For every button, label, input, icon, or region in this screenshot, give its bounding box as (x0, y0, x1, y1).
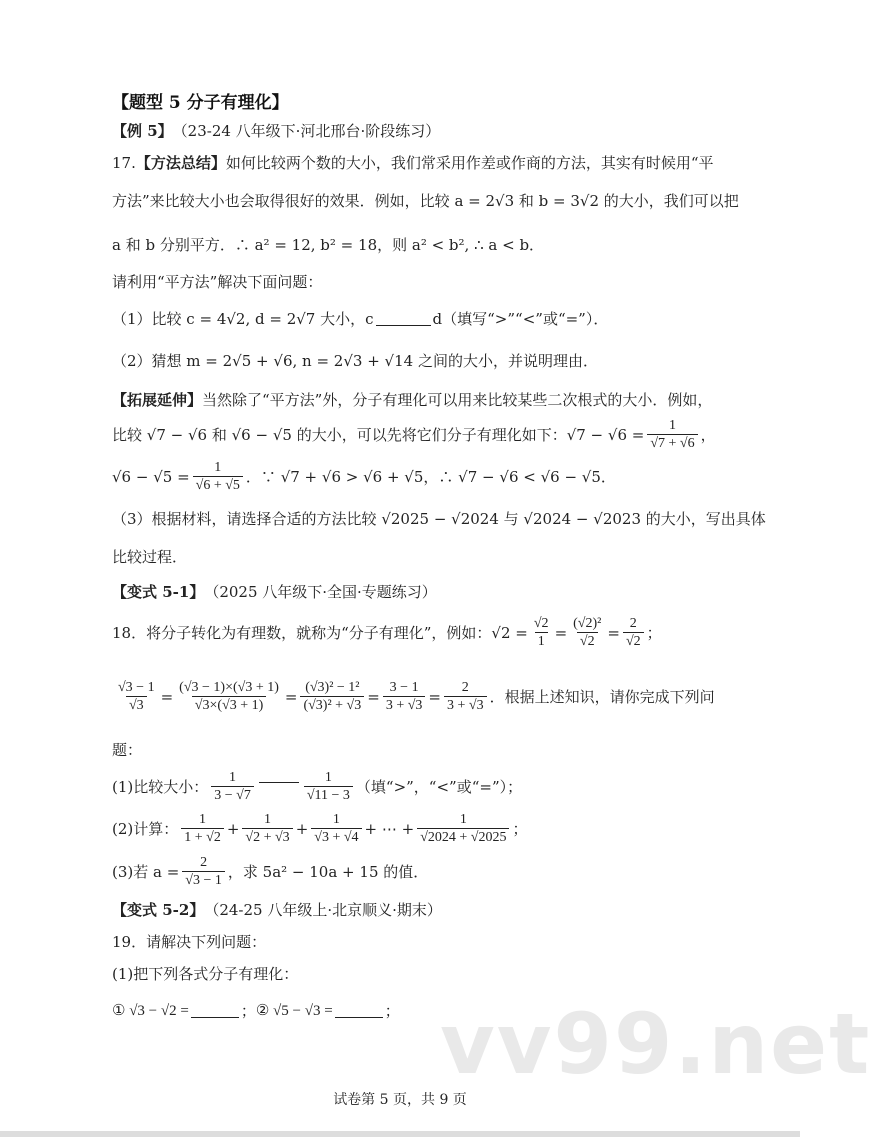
answer-blank[interactable] (335, 1003, 383, 1018)
denominator: (√3)² + √3 (300, 696, 364, 713)
denominator: √3 − 1 (182, 871, 225, 888)
q18-line2: $\frac{√3 - 1}{√3}$ = $\frac{(√3 - 1)\times(√3 + 1)}{√3\times(√3 + 1)}$ = $\frac{\text{(√3)² − 1²}}{\text{(√3)² + √3}}$ = $\frac{3 - 1}{3 + √3}$ = $\frac{2}{3 + √3}$ ．根据上述知识，请你完成下列问 (112, 680, 715, 714)
numerator: √3 − 1 (118, 680, 155, 695)
denominator: √3 (126, 696, 147, 713)
extension-text: 当然除了“平方法”外，分子有理化可以用来比较某些二次根式的大小．例如， (202, 391, 713, 409)
fraction (383, 680, 426, 714)
q18-text: 18．将分子转化为有理数，就称为“分子有理化”，例如：√2 = (112, 624, 528, 643)
fraction (417, 812, 509, 846)
q17-part1 (112, 308, 608, 329)
part1-text: （1）比较 c = 4√2, d = 2√7 大小，c (112, 310, 374, 328)
numerator: 2 (629, 616, 637, 631)
denominator: √3 + √4 (311, 828, 361, 845)
q17-text: 如何比较两个数的大小，我们常采用作差或作商的方法，其实有时候用“平 (225, 154, 714, 172)
denominator: √6 + √5 (193, 476, 243, 493)
example-label: 【例 5】 (112, 122, 173, 140)
extension-line3 (112, 460, 616, 494)
q18-part3 (112, 855, 428, 889)
variant-source: （24-25 八年级上·北京顺义·期末） (204, 901, 442, 919)
q17-line4: 请利用“平方法”解决下面问题： (112, 273, 323, 291)
example-5-header (112, 120, 440, 141)
numerator: (√3)² − 1² (305, 680, 360, 695)
punctuation: ， (700, 426, 716, 445)
numerator: (√3 − 1)×(√3 + 1) (179, 680, 279, 695)
answer-blank[interactable] (259, 782, 299, 783)
variant-source: （2025 八年级下·全国·专题练习） (204, 583, 437, 601)
denominator: √2024 + √2025 (417, 828, 509, 845)
fraction (647, 418, 697, 452)
q19-items (112, 1000, 400, 1021)
punctuation: ； (512, 820, 528, 839)
page-footer: 试卷第 5 页，共 9 页 (333, 1092, 467, 1108)
variant-5-2-header (112, 899, 442, 920)
denominator: 3 − √7 (211, 786, 254, 803)
fraction (115, 680, 158, 714)
denominator: √3×(√3 + 1) (192, 696, 266, 713)
q18-part2 (112, 812, 528, 846)
section-title: 【题型 5 分子有理化】 (112, 93, 289, 113)
q17-part2: （2）猜想 m = 2√5 + √6, n = 2√3 + √14 之间的大小，并说明理由． (112, 352, 598, 370)
denominator: √7 + √6 (647, 434, 697, 451)
punctuation: ； (384, 1004, 400, 1020)
extension-line2 (112, 418, 716, 452)
fraction (193, 460, 243, 494)
numerator: 1 (229, 770, 237, 785)
item-2: ② √5 − √3 = (255, 1003, 333, 1019)
part1-text-end: d（填写“>”“<”或“=”）． (432, 310, 609, 328)
variant-label: 【变式 5-2】 (112, 901, 205, 919)
ellipsis: + ⋯ + (364, 819, 415, 838)
numerator: 2 (461, 680, 469, 695)
numerator: 2 (200, 855, 208, 870)
q17-part3-line2: 比较过程． (112, 548, 188, 566)
part-text: （填“>”，“<”或“=”）； (355, 778, 523, 797)
numerator: 1 (332, 812, 340, 827)
q18-line3: 题： (112, 741, 143, 759)
fraction (181, 812, 224, 846)
q17-line3: a 和 b 分别平方．∴ a² = 12, b² = 18，则 a² < b², ∴ a < b． (112, 236, 545, 254)
fraction (211, 770, 254, 804)
q19-part1: (1)把下列各式分子有理化： (112, 965, 299, 983)
item-1: ① √3 − √2 = (112, 1003, 189, 1019)
plus-sign: + (295, 819, 309, 838)
extension-text: √6 − √5 = (112, 467, 190, 486)
fraction (311, 812, 361, 846)
q18-text: ．根据上述知识，请你完成下列问 (489, 688, 715, 707)
fraction (300, 680, 364, 714)
extension-text: ．∵ √7 + √6 > √6 + √5，∴ √7 − √6 < √6 − √5． (245, 468, 616, 487)
denominator: 1 (535, 632, 548, 649)
variant-label: 【变式 5-1】 (112, 583, 205, 601)
answer-blank[interactable] (191, 1003, 239, 1018)
part-text: ，求 5a² − 10a + 15 的值． (227, 863, 429, 882)
denominator: √2 (623, 632, 644, 649)
part-label: (1)比较大小： (112, 778, 209, 797)
denominator: 3 + √3 (444, 696, 487, 713)
denominator: 3 + √3 (383, 696, 426, 713)
q17-part3-line1: （3）根据材料，请选择合适的方法比较 √2025 − √2024 与 √2024 − √2023 的大小，写出具体 (112, 510, 766, 528)
punctuation: ； (240, 1004, 256, 1020)
numerator: 1 (668, 418, 676, 433)
extension-line1 (112, 389, 712, 410)
fraction (182, 855, 225, 889)
fraction (304, 770, 353, 804)
watermark: vv99.net (440, 995, 871, 1093)
extension-text: 比较 √7 − √6 和 √6 − √5 的大小，可以先将它们分子有理化如下：√7 − √6 = (112, 426, 645, 445)
punctuation: ； (646, 624, 662, 643)
fraction (444, 680, 487, 714)
denominator: 1 + √2 (181, 828, 224, 845)
denominator: √2 (577, 632, 598, 649)
numerator: 1 (214, 460, 222, 475)
method-tag: 【方法总结】 (135, 154, 226, 172)
part-label: (2)计算： (112, 820, 179, 839)
denominator: √2 + √3 (242, 828, 292, 845)
page-edge (0, 1131, 800, 1137)
q17-line2: 方法”来比较大小也会取得很好的效果．例如，比较 a = 2√3 和 b = 3√2 的大小，我们可以把 (112, 192, 739, 210)
answer-blank[interactable] (376, 311, 431, 326)
numerator: 1 (459, 812, 467, 827)
numerator: 3 − 1 (389, 680, 419, 695)
part-label: (3)若 a = (112, 863, 180, 882)
fraction (242, 812, 292, 846)
q19-intro: 19．请解决下列问题： (112, 933, 267, 951)
variant-5-1-header (112, 581, 437, 602)
numerator: 1 (199, 812, 207, 827)
example-source: （23-24 八年级下·河北邢台·阶段练习） (172, 122, 441, 140)
fraction (623, 616, 644, 650)
fraction (176, 680, 282, 714)
numerator: 1 (324, 770, 332, 785)
numerator: (√2)² (573, 616, 602, 631)
question-number: 17. (112, 153, 136, 172)
fraction (531, 616, 552, 650)
q17-line1 (112, 152, 714, 173)
q18-part1 (112, 770, 522, 804)
q18-line1: 18．将分子转化为有理数，就称为“分子有理化”，例如：√2 = $\frac{√2}{1}$ = $\frac{\text{(√2)²}}{√2}$ = $\frac{2}{√2}$ ； (112, 616, 662, 650)
fraction (570, 616, 604, 650)
denominator: √11 − 3 (304, 786, 353, 803)
extension-tag: 【拓展延伸】 (112, 391, 203, 409)
plus-sign: + (226, 819, 240, 838)
numerator: √2 (533, 616, 549, 631)
numerator: 1 (264, 812, 272, 827)
